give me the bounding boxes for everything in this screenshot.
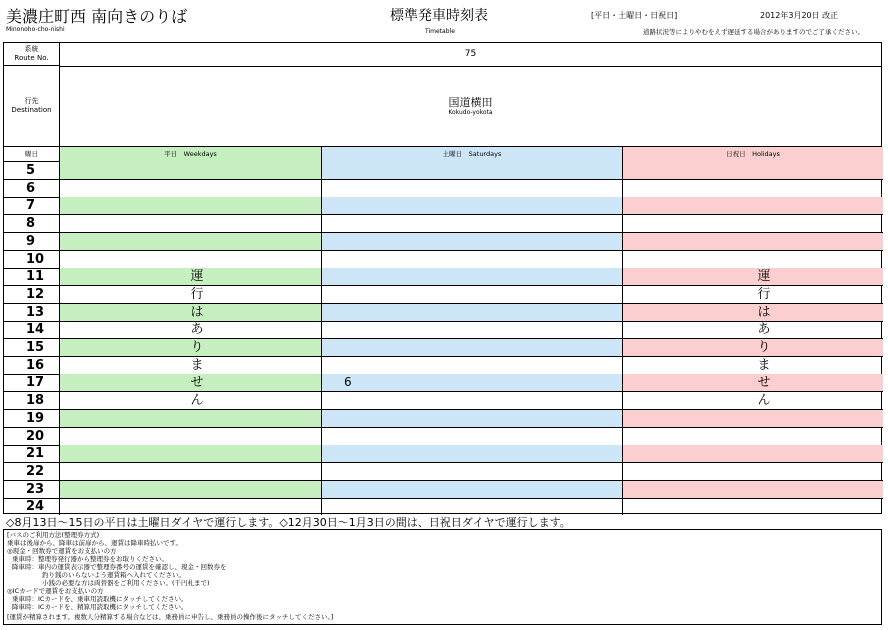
- revision-date: 2012年3月20日 改正: [760, 11, 839, 20]
- saturday-cell: [322, 374, 623, 391]
- hour-row: [4, 445, 883, 463]
- hour-row: [4, 233, 883, 251]
- instruction-line: ◎ICカードで運賃をお支払いの方: [7, 587, 104, 595]
- column-header-row: [4, 147, 883, 162]
- saturday-column-header: 土曜日 Saturdays: [322, 147, 623, 162]
- instruction-line: 乗車時：整理券発行器から整理券をお取りください。: [12, 555, 168, 563]
- special-days-notice: ◇8月13日～15日の平日は土曜日ダイヤで運行します。◇12月30日～1月3日の間は、日祝日ダイヤで運行します。: [6, 516, 571, 529]
- holiday-cell: [623, 180, 883, 197]
- holiday-cell: [623, 321, 883, 338]
- saturday-cell: [322, 428, 623, 445]
- delay-notice: 道路状況等によりやむをえず遅延する場合がありますのでご了承ください。: [643, 28, 864, 36]
- hour-label: 22: [4, 463, 60, 480]
- weekday-cell: [60, 498, 322, 515]
- holiday-text: 行: [757, 286, 771, 302]
- hour-label: 8: [4, 215, 60, 232]
- saturday-cell: [322, 445, 623, 462]
- holiday-cell: [623, 339, 883, 356]
- holiday-text: せ: [757, 375, 771, 391]
- holiday-text: ん: [757, 393, 771, 409]
- weekday-cell: [60, 392, 322, 409]
- weekday-text: ん: [190, 393, 204, 409]
- hour-row: [4, 481, 883, 499]
- hour-row: [4, 463, 883, 481]
- weekday-cell: [60, 162, 322, 179]
- hour-label: 14: [4, 321, 60, 338]
- hour-row: [4, 180, 883, 198]
- destination-name: 国道横田: [448, 96, 493, 109]
- hour-row: [4, 215, 883, 233]
- hour-label: 19: [4, 410, 60, 427]
- hour-row: [4, 374, 883, 392]
- usage-instructions: [3, 529, 882, 625]
- stop-name: 美濃庄町西 南向きのりば: [6, 7, 188, 26]
- holiday-cell: [623, 445, 883, 462]
- hour-label: 11: [4, 268, 60, 285]
- weekday-text: は: [190, 304, 204, 320]
- saturday-cell: [322, 233, 623, 250]
- saturday-cell: [322, 268, 623, 285]
- destination-name-romaji: Kokudo-yokota: [448, 109, 493, 116]
- hour-row: [4, 321, 883, 339]
- weekday-cell: [60, 268, 322, 285]
- destination-label-en: Destination: [11, 106, 52, 114]
- weekday-cell: [60, 481, 322, 498]
- saturday-cell: [322, 321, 623, 338]
- weekday-cell: [60, 445, 322, 462]
- hour-label: 6: [4, 180, 60, 197]
- saturday-cell: [322, 357, 623, 374]
- hour-row: [4, 251, 883, 269]
- instruction-line: 降車時：ICカードを、精算用読取機にタッチしてください。: [12, 603, 188, 611]
- hour-label: 17: [4, 374, 60, 391]
- instruction-line: [バスのご利用方法(整理券方式): [7, 531, 100, 539]
- hour-row: [4, 304, 883, 322]
- weekday-cell: [60, 339, 322, 356]
- hour-label: 10: [4, 251, 60, 268]
- weekday-text: せ: [190, 375, 204, 391]
- hour-label: 15: [4, 339, 60, 356]
- hour-row: [4, 197, 883, 215]
- timetable-header: [0, 0, 888, 42]
- saturday-cell: [322, 162, 623, 179]
- holiday-text: ま: [757, 357, 771, 373]
- holiday-cell: [623, 392, 883, 409]
- weekday-cell: [60, 374, 322, 391]
- saturday-cell: [322, 463, 623, 480]
- weekday-cell: [60, 410, 322, 427]
- weekday-text: ま: [190, 357, 204, 373]
- hour-row: [4, 286, 883, 304]
- hour-label: 5: [4, 162, 60, 179]
- weekday-cell: [60, 286, 322, 303]
- hour-row: [4, 392, 883, 410]
- hour-column-header: 曜日: [4, 147, 60, 162]
- hour-label: 20: [4, 428, 60, 445]
- hour-label: 9: [4, 233, 60, 250]
- hour-label: 18: [4, 392, 60, 409]
- weekday-cell: [60, 180, 322, 197]
- holiday-text: 運: [757, 269, 771, 285]
- weekday-cell: [60, 463, 322, 480]
- hour-label: 24: [4, 498, 60, 515]
- saturday-cell: [322, 481, 623, 498]
- instruction-line: 小銭の必要な方は両替器をご利用ください。(千円札まで): [42, 579, 210, 587]
- saturday-cell: [322, 339, 623, 356]
- holiday-cell: [623, 233, 883, 250]
- holiday-cell: [623, 268, 883, 285]
- holiday-cell: [623, 410, 883, 427]
- weekday-cell: [60, 321, 322, 338]
- saturday-cell: [322, 215, 623, 232]
- weekday-column-header: 平日 Weekdays: [60, 147, 322, 162]
- weekday-cell: [60, 215, 322, 232]
- hour-label: 12: [4, 286, 60, 303]
- stop-name-romaji: Minonoho-cho-nishi: [6, 26, 65, 33]
- route-number: 75: [60, 43, 881, 67]
- hour-row: [4, 410, 883, 428]
- hour-label: 23: [4, 481, 60, 498]
- page-title: 標準発車時刻表: [390, 8, 488, 24]
- weekday-cell: [60, 428, 322, 445]
- day-types-label: [平日・土曜日・日祝日]: [591, 11, 678, 20]
- saturday-cell: [322, 180, 623, 197]
- weekday-text: 行: [190, 286, 204, 302]
- saturday-cell: [322, 392, 623, 409]
- holiday-cell: [623, 162, 883, 179]
- holiday-cell: [623, 197, 883, 214]
- holiday-cell: [623, 374, 883, 391]
- weekday-cell: [60, 233, 322, 250]
- instruction-line: 乗車時：ICカードを、乗車用読取機にタッチしてください。: [12, 595, 188, 603]
- weekday-cell: [60, 304, 322, 321]
- destination-label-ja: 行先: [24, 97, 39, 105]
- holiday-cell: [623, 286, 883, 303]
- saturday-cell: [322, 304, 623, 321]
- holiday-text: り: [757, 340, 771, 355]
- holiday-text: あ: [757, 322, 771, 338]
- holiday-text: は: [757, 304, 771, 320]
- instruction-line: 降車時：車内の運賃表示器で整理券番号の運賃を確認し、現金・回数券を: [12, 563, 227, 571]
- saturday-cell: [322, 251, 623, 268]
- holiday-cell: [623, 428, 883, 445]
- hour-label: 13: [4, 304, 60, 321]
- hour-row: [4, 339, 883, 357]
- hour-row: [4, 357, 883, 375]
- weekday-text: あ: [190, 322, 204, 338]
- instruction-line: 乗車は後扉から、降車は前扉から、運賃は降車時払いです。: [7, 539, 182, 547]
- holiday-cell: [623, 215, 883, 232]
- hour-label: 21: [4, 445, 60, 462]
- saturday-cell: [322, 197, 623, 214]
- saturday-cell: [322, 410, 623, 427]
- timetable-grid: [3, 42, 882, 514]
- instruction-line: ◎現金・回数券で運賃をお支払いの方: [7, 547, 117, 555]
- weekday-cell: [60, 197, 322, 214]
- holiday-cell: [623, 304, 883, 321]
- saturday-cell: [322, 498, 623, 515]
- route-label-en: Route No.: [14, 54, 49, 62]
- instruction-line: [運賃が精算されます。複数人分精算する場合などは、乗務員に申告し、乗務員の操作後にタッチしてください。]: [7, 613, 334, 621]
- destination-value: [60, 66, 881, 147]
- holiday-cell: [623, 498, 883, 515]
- holiday-cell: [623, 481, 883, 498]
- saturday-cell: [322, 286, 623, 303]
- page-title-en: Timetable: [425, 28, 455, 35]
- hour-row: [4, 268, 883, 286]
- weekday-cell: [60, 357, 322, 374]
- weekday-text: 運: [190, 269, 204, 285]
- destination-label: [4, 66, 60, 147]
- holiday-cell: [623, 463, 883, 480]
- instruction-line: 釣り銭のいらないよう運賃箱へ入れてください。: [42, 571, 185, 579]
- saturday-minutes: 6: [344, 375, 352, 390]
- hour-row: [4, 428, 883, 446]
- weekday-text: り: [190, 340, 204, 355]
- route-label: [4, 43, 60, 66]
- weekday-cell: [60, 251, 322, 268]
- holiday-cell: [623, 357, 883, 374]
- holiday-cell: [623, 251, 883, 268]
- hour-label: 7: [4, 197, 60, 214]
- route-label-ja: 系統: [24, 45, 39, 53]
- hour-row: [4, 162, 883, 180]
- hour-label: 16: [4, 357, 60, 374]
- holiday-column-header: 日祝日 Holidays: [623, 147, 883, 162]
